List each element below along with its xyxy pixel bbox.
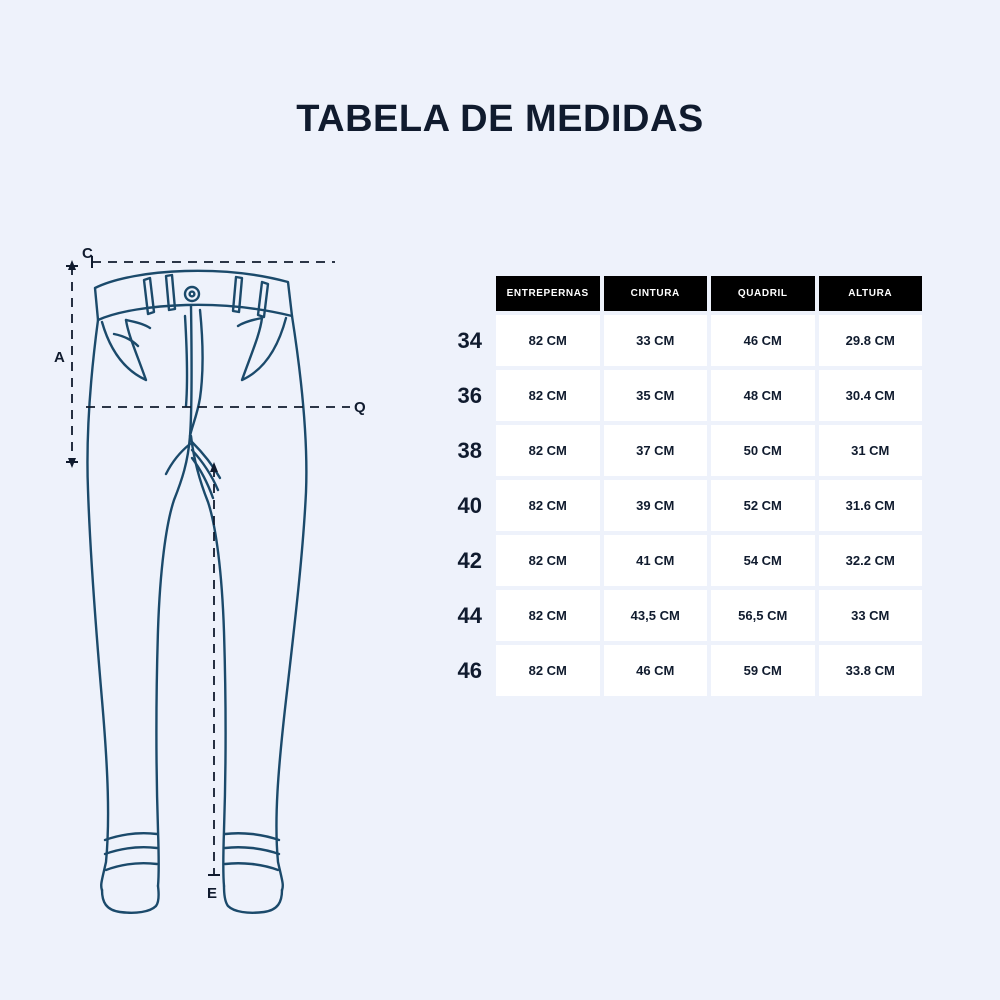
table-row — [434, 370, 922, 421]
cell-entrepernas: 82 CM — [496, 590, 600, 641]
cell-altura: 29.8 CM — [819, 315, 923, 366]
cell-entrepernas: 82 CM — [496, 315, 600, 366]
row-size-label: 44 — [457, 602, 482, 628]
table-header-row — [434, 276, 922, 311]
jeans-technical-drawing — [40, 230, 440, 920]
cell-cintura: 35 CM — [604, 370, 708, 421]
cell-entrepernas: 82 CM — [496, 370, 600, 421]
cell-quadril: 52 CM — [711, 480, 815, 531]
table-row — [434, 535, 922, 586]
label-c: C — [82, 245, 93, 262]
table-row — [434, 480, 922, 531]
cell-altura: 32.2 CM — [819, 535, 923, 586]
table-corner-cell — [434, 276, 492, 311]
cell-quadril: 46 CM — [711, 315, 815, 366]
cell-quadril: 50 CM — [711, 425, 815, 476]
cell-altura: 33.8 CM — [819, 645, 923, 696]
column-header-cintura: CINTURA — [604, 276, 708, 311]
cell-altura: 31.6 CM — [819, 480, 923, 531]
row-size-label: 40 — [457, 492, 482, 518]
column-header-quadril: QUADRIL — [711, 276, 815, 311]
table-body — [434, 315, 922, 696]
cell-quadril: 56,5 CM — [711, 590, 815, 641]
row-size-label: 36 — [457, 382, 482, 408]
cell-entrepernas: 82 CM — [496, 535, 600, 586]
label-a: A — [54, 349, 65, 366]
table-row — [434, 645, 922, 696]
table-row — [434, 590, 922, 641]
table-header — [434, 276, 922, 311]
cell-cintura: 46 CM — [604, 645, 708, 696]
cell-quadril: 59 CM — [711, 645, 815, 696]
cell-altura: 30.4 CM — [819, 370, 923, 421]
row-size-label: 38 — [457, 437, 482, 463]
cell-cintura: 33 CM — [604, 315, 708, 366]
cell-cintura: 39 CM — [604, 480, 708, 531]
size-table-container — [430, 272, 930, 700]
column-header-altura: ALTURA — [819, 276, 923, 311]
label-q: Q — [354, 399, 366, 416]
cell-entrepernas: 82 CM — [496, 480, 600, 531]
cell-quadril: 48 CM — [711, 370, 815, 421]
label-e: E — [207, 885, 218, 902]
cell-entrepernas: 82 CM — [496, 645, 600, 696]
cell-cintura: 41 CM — [604, 535, 708, 586]
row-size-label: 46 — [457, 657, 482, 683]
row-size-label: 42 — [457, 547, 482, 573]
row-size-label: 34 — [457, 327, 482, 353]
cell-altura: 33 CM — [819, 590, 923, 641]
cell-cintura: 43,5 CM — [604, 590, 708, 641]
cell-quadril: 54 CM — [711, 535, 815, 586]
cell-altura: 31 CM — [819, 425, 923, 476]
table-row — [434, 315, 922, 366]
column-header-entrepernas: ENTREPERNAS — [496, 276, 600, 311]
cell-cintura: 37 CM — [604, 425, 708, 476]
page-title: TABELA DE MEDIDAS — [296, 98, 704, 140]
cell-entrepernas: 82 CM — [496, 425, 600, 476]
table-row — [434, 425, 922, 476]
size-table — [430, 272, 926, 700]
